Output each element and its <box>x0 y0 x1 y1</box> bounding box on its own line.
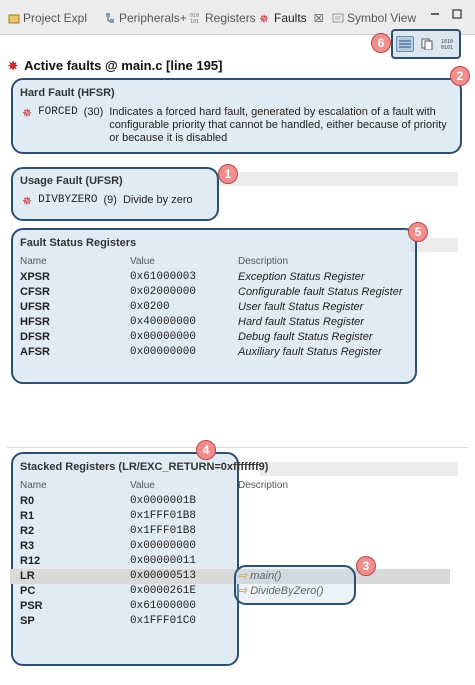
registers-icon <box>190 12 202 24</box>
fault-code: DIVBYZERO <box>38 194 98 206</box>
hard-fault-row[interactable] <box>22 106 447 145</box>
fault-status-table <box>20 256 402 359</box>
goto-source-icon: ⇨ <box>238 570 248 582</box>
svg-text:010: 010 <box>190 13 200 19</box>
source-link-main[interactable]: ⇨ main() <box>238 569 282 582</box>
callout-badge-6: 6 <box>371 33 391 53</box>
goto-source-icon: ⇨ <box>238 585 248 597</box>
callout-badge-4: 4 <box>196 440 216 460</box>
tab-label: Faults <box>274 11 307 25</box>
fault-number: (9) <box>103 194 117 206</box>
table-row[interactable]: R1 0x1FFF01B8 <box>20 509 197 522</box>
column-header: Name <box>20 480 47 491</box>
binary-format-icon[interactable] <box>440 37 456 51</box>
callout-badge-2: 2 <box>450 66 470 86</box>
table-row[interactable]: CFSR 0x02000000 Configurable fault Status Register <box>20 285 403 298</box>
minimize-icon[interactable] <box>430 8 440 22</box>
usage-fault-row[interactable] <box>22 194 193 208</box>
table-row[interactable]: SP 0x1FFF01C0 <box>20 614 197 627</box>
tab-symbol-view[interactable] <box>332 9 416 27</box>
symbol-view-icon <box>332 12 344 24</box>
fault-status-title: Fault Status Registers <box>20 237 137 249</box>
tab-label: Registers <box>205 11 256 25</box>
callout-badge-3: 3 <box>356 556 376 576</box>
tab-peripherals[interactable] <box>104 9 187 27</box>
callout-badge-5: 5 <box>408 222 428 242</box>
fault-description: Indicates a forced hard fault, generated by escalation of a fault with configurable priority that cannot be handled, either because of priority or because it is disabled <box>109 106 447 144</box>
fault-code: FORCED <box>38 106 78 118</box>
maximize-icon[interactable] <box>452 8 462 22</box>
table-row[interactable]: R2 0x1FFF01B8 <box>20 524 197 537</box>
copy-report-icon[interactable] <box>419 37 435 51</box>
column-header: Name <box>20 256 47 267</box>
table-row[interactable]: PC 0x0000261E ⇨ DivideByZero() <box>20 584 324 597</box>
tab-project-explorer[interactable] <box>8 9 87 27</box>
stacked-registers-title: Stacked Registers (LR/EXC_RETURN=0xfffffff9) <box>20 461 269 473</box>
tab-label: Peripherals+ <box>119 11 187 25</box>
page-title: ✵ Active faults @ main.c [line 195] <box>8 58 223 73</box>
table-row[interactable]: DFSR 0x00000000 Debug fault Status Register <box>20 330 373 343</box>
stacked-registers-table <box>20 480 324 628</box>
usage-fault-title: Usage Fault (UFSR) <box>20 175 123 187</box>
table-row[interactable]: R12 0x00000011 <box>20 554 197 567</box>
fault-icon: ✵ <box>22 194 33 208</box>
column-header: Value <box>130 256 155 267</box>
faults-icon: ✵ <box>259 12 270 26</box>
column-header: Value <box>130 480 155 491</box>
source-link-dividebyzero[interactable]: ⇨ DivideByZero() <box>238 584 324 597</box>
close-icon[interactable]: ☒ <box>313 12 324 25</box>
tab-label: Project Expl <box>23 11 88 25</box>
table-row[interactable]: R3 0x00000000 <box>20 539 197 552</box>
table-row[interactable]: PSR 0x61000000 <box>20 599 197 612</box>
table-row[interactable]: XPSR 0x61000003 Exception Status Register <box>20 270 365 283</box>
tab-faults[interactable] <box>259 9 324 27</box>
panel-divider <box>7 447 468 448</box>
tab-label: Symbol View <box>347 11 417 25</box>
column-header: Description <box>238 480 289 491</box>
fault-icon: ✵ <box>8 58 19 73</box>
svg-text:101: 101 <box>190 19 200 24</box>
show-registers-toggle-icon[interactable] <box>396 36 414 52</box>
fault-number: (30) <box>83 106 104 118</box>
svg-text:1010: 1010 <box>441 39 454 45</box>
table-row[interactable]: R0 0x0000001B <box>20 494 197 507</box>
section-divider <box>260 462 458 476</box>
fault-description: Divide by zero <box>122 194 193 206</box>
project-explorer-icon <box>8 12 20 24</box>
svg-text:0101: 0101 <box>441 45 454 50</box>
callout-badge-1: 1 <box>218 164 238 184</box>
column-header: Description <box>238 256 289 267</box>
view-toolbar <box>391 29 461 59</box>
tab-registers[interactable] <box>190 9 256 27</box>
table-row[interactable]: AFSR 0x00000000 Auxiliary fault Status Register <box>20 345 382 358</box>
hard-fault-title: Hard Fault (HFSR) <box>20 87 115 99</box>
table-row[interactable]: HFSR 0x40000000 Hard fault Status Register <box>20 315 364 328</box>
table-row[interactable]: LR 0x00000513 ⇨ main() <box>20 569 282 582</box>
fault-icon: ✵ <box>22 106 33 120</box>
source-links-callout <box>234 565 356 605</box>
section-divider <box>216 172 458 186</box>
table-row[interactable]: UFSR 0x0200 User fault Status Register <box>20 300 364 313</box>
peripherals-icon <box>104 12 116 24</box>
